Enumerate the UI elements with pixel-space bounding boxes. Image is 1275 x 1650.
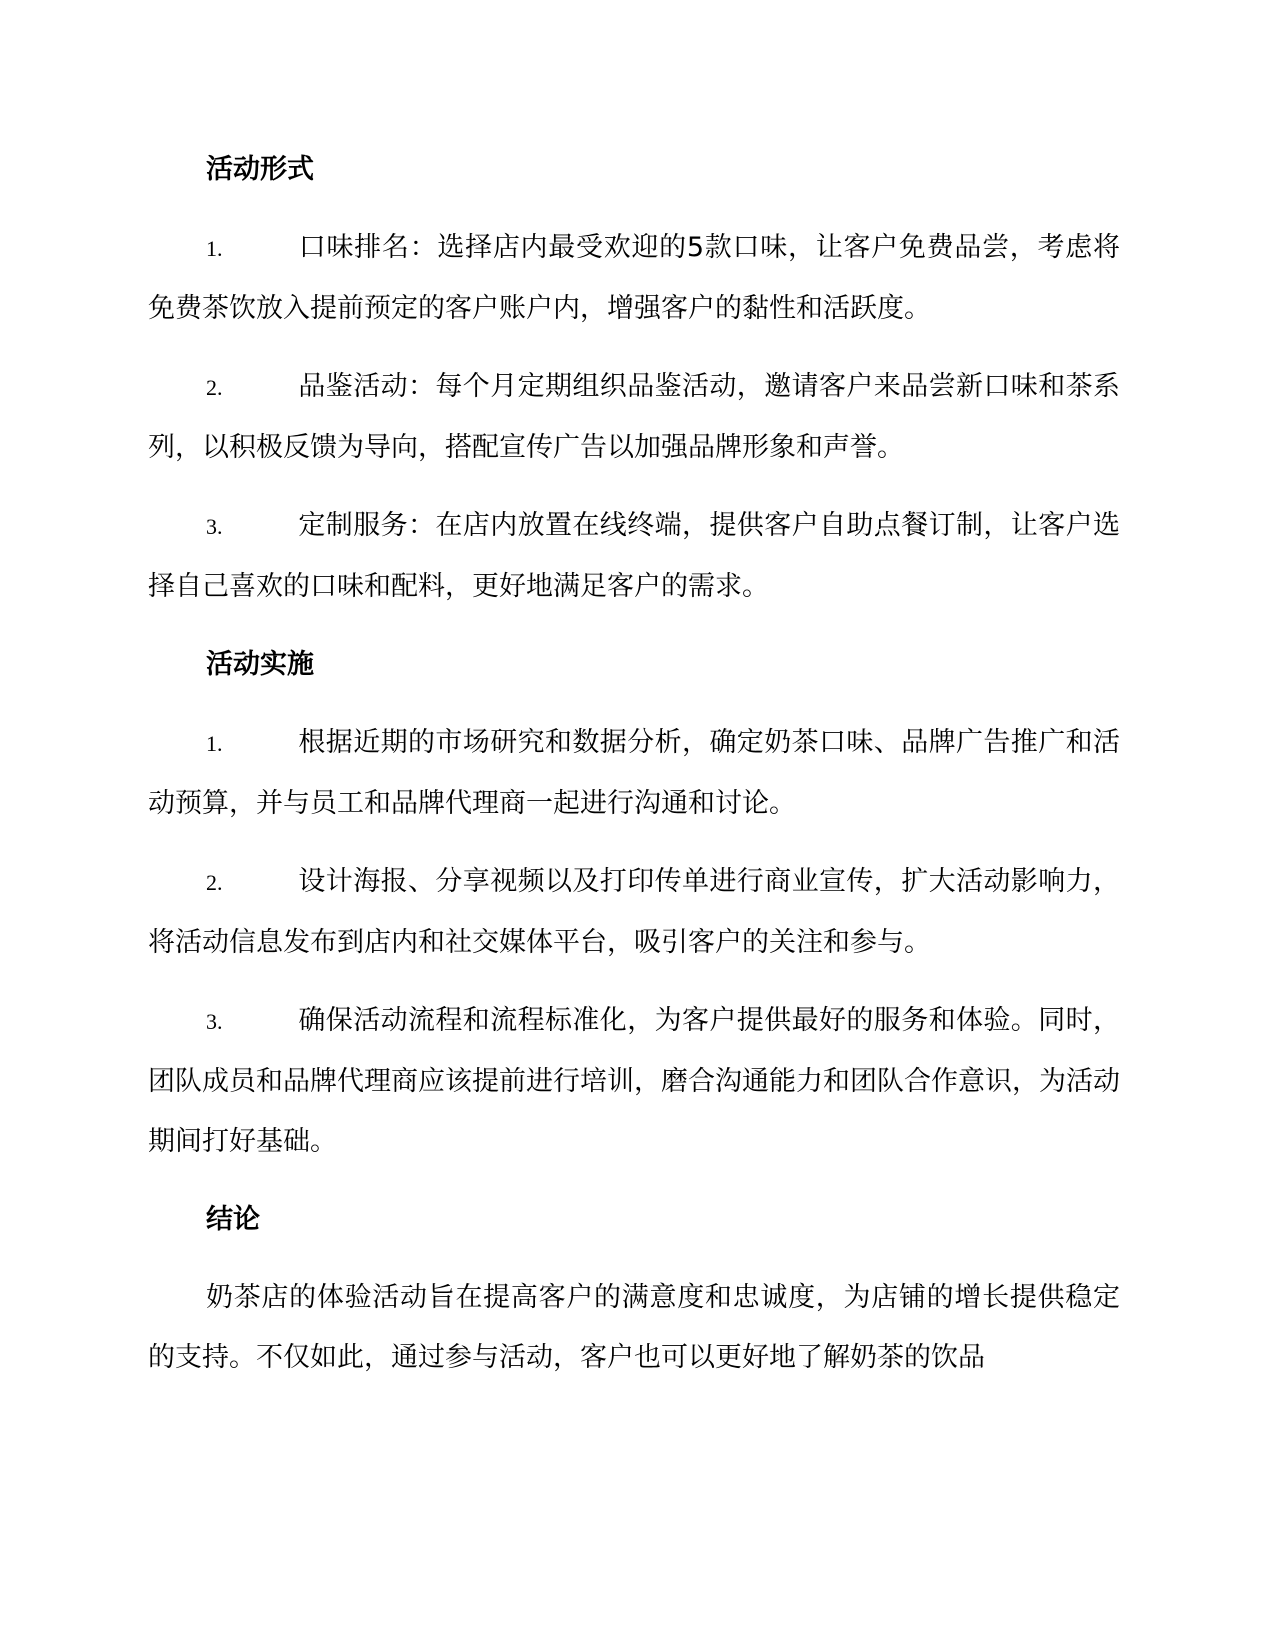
- list-number: 3.: [206, 514, 223, 539]
- list-number: 1.: [206, 236, 223, 261]
- document-body: [148, 140, 1120, 1406]
- conclusion-paragraph: 奶茶店的体验活动旨在提高客户的满意度和忠诚度，为店铺的增长提供稳定的支持。不仅如此，通过参与活动，客户也可以更好地了解奶茶的饮品: [148, 1282, 1120, 1373]
- list-item: [148, 357, 1120, 478]
- section-heading-conclusion: 结论: [206, 1204, 260, 1235]
- list-item-text: 品鉴活动：每个月定期组织品鉴活动，邀请客户来品尝新口味和茶系列，以积极反馈为导向，搭配宣传广告以加强品牌形象和声誉。: [148, 371, 1120, 463]
- list-item: [148, 991, 1120, 1172]
- list-number: 2.: [206, 375, 223, 400]
- list-number: 2.: [206, 870, 223, 895]
- list-number: 3.: [206, 1009, 223, 1034]
- list-item: [148, 713, 1120, 834]
- list-item: [148, 218, 1120, 339]
- list-item-text: 口味排名：选择店内最受欢迎的5款口味，让客户免费品尝，考虑将免费茶饮放入提前预定的客户账户内，增强客户的黏性和活跃度。: [148, 232, 1120, 324]
- section-heading-activity-implementation: 活动实施: [206, 649, 314, 680]
- list-item-text: 根据近期的市场研究和数据分析，确定奶茶口味、品牌广告推广和活动预算，并与员工和品牌代理商一起进行沟通和讨论。: [148, 727, 1120, 819]
- list-item: [148, 496, 1120, 617]
- section-heading-activity-form: 活动形式: [206, 154, 314, 185]
- list-number: 1.: [206, 731, 223, 756]
- list-item-text: 定制服务：在店内放置在线终端，提供客户自助点餐订制，让客户选择自己喜欢的口味和配料，更好地满足客户的需求。: [148, 510, 1120, 602]
- list-item: [148, 852, 1120, 973]
- list-item-text: 确保活动流程和流程标准化，为客户提供最好的服务和体验。同时，团队成员和品牌代理商应该提前进行培训，磨合沟通能力和团队合作意识，为活动期间打好基础。: [148, 1005, 1120, 1157]
- list-item-text: 设计海报、分享视频以及打印传单进行商业宣传，扩大活动影响力，将活动信息发布到店内和社交媒体平台，吸引客户的关注和参与。: [148, 866, 1120, 958]
